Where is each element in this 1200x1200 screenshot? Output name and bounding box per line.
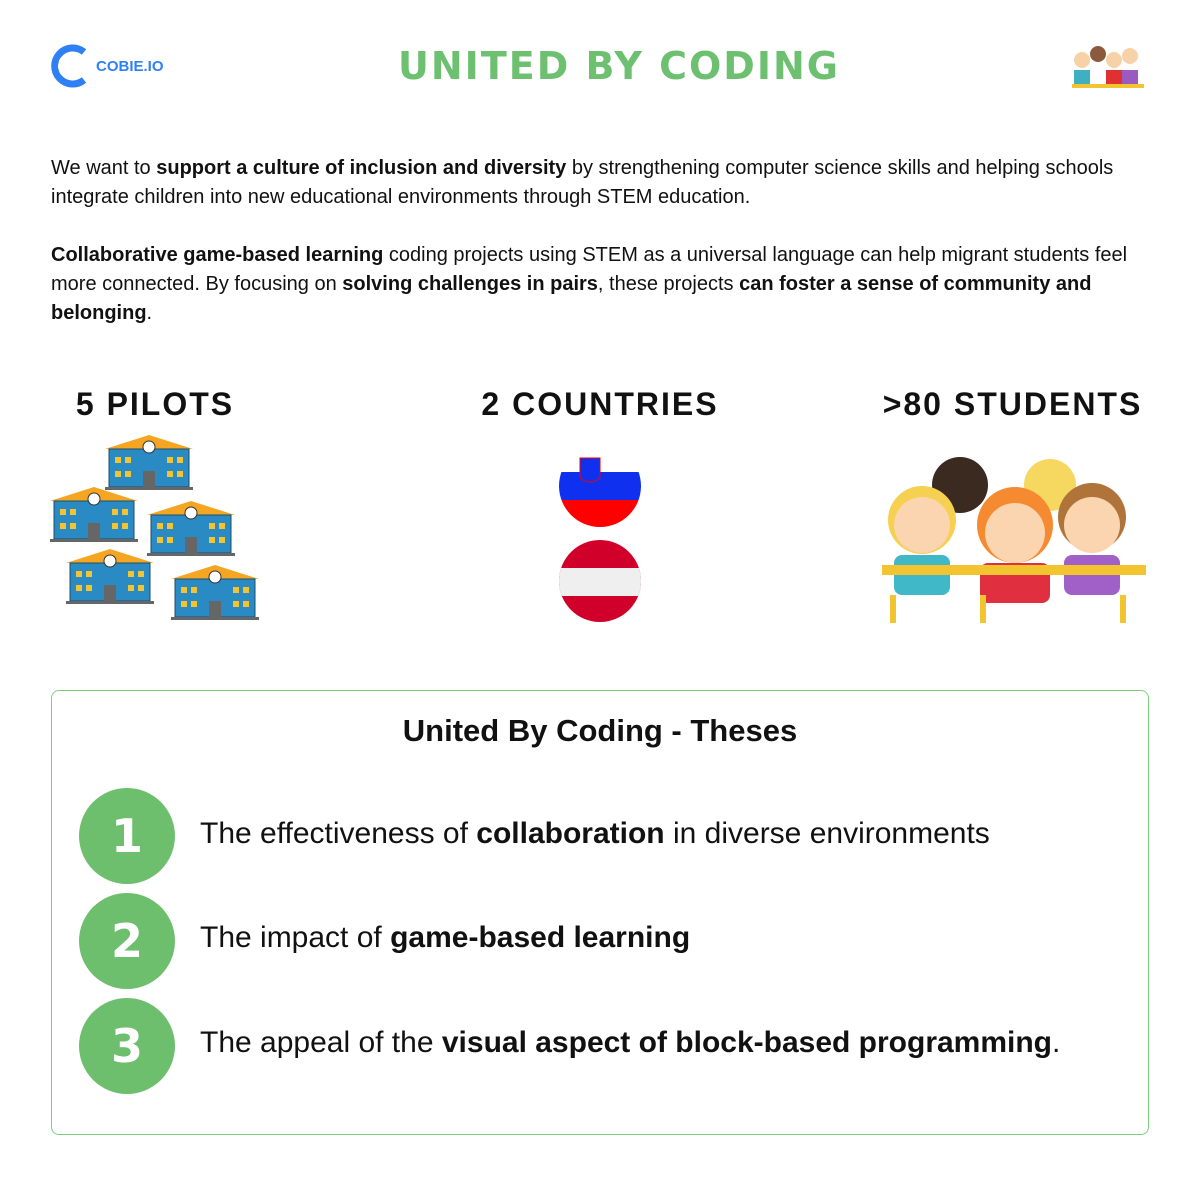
theses-panel [51,690,1149,1135]
slovenia-flag-icon [558,444,642,528]
page-title: UNITED BY CODING [398,44,840,88]
thesis-3: The appeal of the visual aspect of block-based programming. [200,1026,1061,1059]
thesis-number-2: 2 [79,893,175,989]
thesis-1: The effectiveness of collaboration in diverse environments [200,817,990,850]
stat-countries: 2 COUNTRIES [481,386,719,422]
thesis-2: The impact of game-based learning [200,921,691,954]
intro-paragraph-2: Collaborative game-based learning coding projects using STEM as a universal language can help migrant students feel more connected. By focusing on solving challenges in pairs, these projects can foster a sense of community and belonging. [51,244,1128,324]
thesis-number-1: 1 [79,788,175,884]
thesis-number-3: 3 [79,998,175,1094]
schools-icon [50,435,262,625]
kids-icon [1068,40,1150,92]
intro-paragraph-1: We want to support a culture of inclusion and diversity by strengthening computer science skills and helping schools integrate children into new educational environments through STEM education. [51,157,1114,208]
stat-students: >80 STUDENTS [882,386,1143,422]
theses-title: United By Coding - Theses [402,713,798,748]
students-icon [880,445,1152,625]
stat-pilots: 5 PILOTS [75,386,235,422]
austria-flag-icon [558,540,642,624]
flags [558,444,642,624]
logo-text: COBIE.IO [96,57,164,75]
